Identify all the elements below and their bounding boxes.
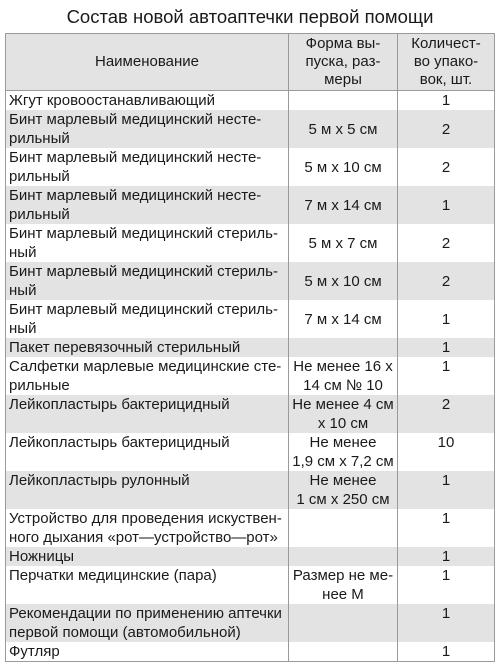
item-form: Не менее 16 х 14 см № 10 bbox=[289, 357, 398, 395]
item-qty: 1 bbox=[398, 604, 495, 642]
column-header-form: Форма вы- пуска, раз- меры bbox=[289, 34, 398, 91]
item-name: Бинт марлевый медицинский стериль- ный bbox=[6, 224, 289, 262]
column-header-qty: Количест- во упако- вок, шт. bbox=[398, 34, 495, 91]
item-name: Устройство для проведения искуствен- ного дыхания «рот—устройство—рот» bbox=[6, 509, 289, 547]
item-name: Бинт марлевый медицинский несте- рильный bbox=[6, 110, 289, 148]
item-name: Ножницы bbox=[6, 547, 289, 566]
item-qty: 2 bbox=[398, 224, 495, 262]
item-form: 5 м х 10 см bbox=[289, 262, 398, 300]
item-qty: 1 bbox=[398, 471, 495, 509]
item-name: Лейкопластырь бактерицидный bbox=[6, 433, 289, 471]
item-name: Лейкопластырь рулонный bbox=[6, 471, 289, 509]
item-name: Пакет перевязочный стерильный bbox=[6, 338, 289, 357]
item-qty: 1 bbox=[398, 509, 495, 547]
table-header-row bbox=[6, 34, 495, 91]
item-form: 5 м х 7 см bbox=[289, 224, 398, 262]
item-form: 7 м х 14 см bbox=[289, 186, 398, 224]
item-qty: 1 bbox=[398, 91, 495, 111]
page-title: Состав новой автоаптечки первой помощи bbox=[66, 6, 434, 27]
first-aid-kit-table bbox=[5, 33, 495, 662]
item-qty: 2 bbox=[398, 148, 495, 186]
item-form bbox=[289, 604, 398, 642]
item-qty: 1 bbox=[398, 566, 495, 604]
item-form bbox=[289, 91, 398, 111]
item-name: Футляр bbox=[6, 642, 289, 662]
item-form: Не менее 1 см х 250 см bbox=[289, 471, 398, 509]
item-qty: 2 bbox=[398, 110, 495, 148]
item-name: Перчатки медицинские (пара) bbox=[6, 566, 289, 604]
item-form: Размер не ме- нее М bbox=[289, 566, 398, 604]
item-name: Лейкопластырь бактерицидный bbox=[6, 395, 289, 433]
item-name: Рекомендации по применению аптечки первой помощи (автомобильной) bbox=[6, 604, 289, 642]
item-form bbox=[289, 509, 398, 547]
item-form: Не менее 1,9 см х 7,2 см bbox=[289, 433, 398, 471]
item-qty: 2 bbox=[398, 262, 495, 300]
item-qty: 1 bbox=[398, 186, 495, 224]
item-form bbox=[289, 338, 398, 357]
item-qty: 1 bbox=[398, 300, 495, 338]
item-form: 5 м х 5 см bbox=[289, 110, 398, 148]
item-qty: 1 bbox=[398, 338, 495, 357]
column-header-name: Наименование bbox=[6, 34, 289, 91]
item-qty: 1 bbox=[398, 357, 495, 395]
item-name: Бинт марлевый медицинский несте- рильный bbox=[6, 148, 289, 186]
item-name: Бинт марлевый медицинский несте- рильный bbox=[6, 186, 289, 224]
item-form bbox=[289, 642, 398, 662]
item-name: Жгут кровоостанавливающий bbox=[6, 91, 289, 111]
item-form: 7 м х 14 см bbox=[289, 300, 398, 338]
item-form bbox=[289, 547, 398, 566]
item-name: Бинт марлевый медицинский стериль- ный bbox=[6, 300, 289, 338]
item-qty: 2 bbox=[398, 395, 495, 433]
item-name: Салфетки марлевые медицинские сте- рильные bbox=[6, 357, 289, 395]
item-form: Не менее 4 см х 10 см bbox=[289, 395, 398, 433]
item-qty: 1 bbox=[398, 642, 495, 662]
item-qty: 10 bbox=[398, 433, 495, 471]
item-form: 5 м х 10 см bbox=[289, 148, 398, 186]
item-name: Бинт марлевый медицинский стериль- ный bbox=[6, 262, 289, 300]
item-qty: 1 bbox=[398, 547, 495, 566]
